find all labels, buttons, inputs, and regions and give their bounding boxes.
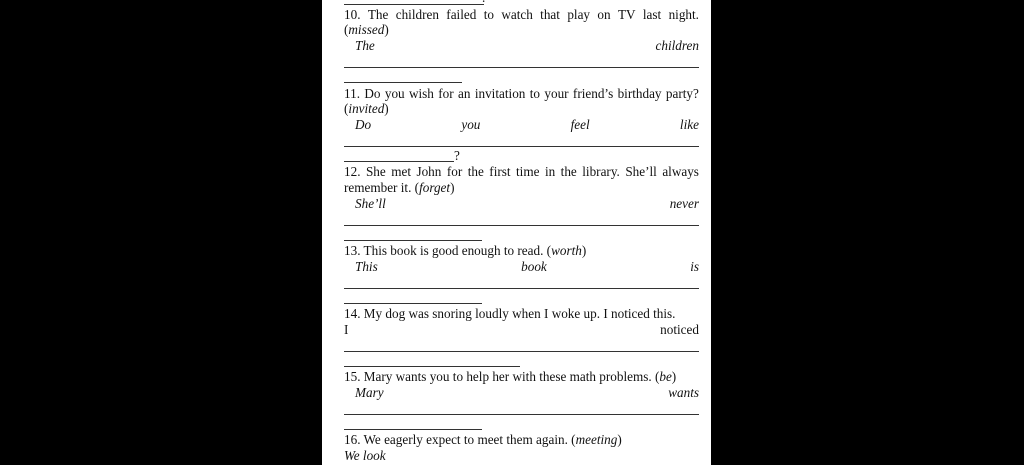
- word: to: [529, 86, 541, 101]
- sentence-text: remember it. (: [344, 180, 420, 195]
- paren-close: ): [450, 180, 455, 195]
- word: your: [544, 86, 569, 101]
- word: Do: [364, 86, 381, 101]
- answer-line: [344, 82, 462, 83]
- answer-line: [344, 161, 454, 162]
- answer-line: [344, 414, 699, 415]
- prompt-word: feel: [570, 117, 590, 132]
- question-14-text: 14. My dog was snoring loudly when I woke up. I noticed this.: [344, 306, 676, 321]
- prompt-word: never: [669, 196, 699, 211]
- question-mark: ?: [454, 148, 460, 163]
- word: friend’s: [572, 86, 614, 101]
- word: for: [438, 86, 454, 101]
- word: last: [642, 7, 662, 22]
- word: She: [365, 164, 386, 179]
- word: invitation: [474, 86, 526, 101]
- prompt-word: I: [344, 322, 349, 337]
- word: 10.: [344, 7, 361, 22]
- word: always: [662, 164, 699, 179]
- word: for: [446, 164, 463, 179]
- word: TV: [617, 7, 636, 22]
- paren-close: ): [617, 432, 622, 447]
- paren-close: ): [384, 22, 389, 37]
- question-13-text: [344, 243, 586, 258]
- answer-line: [344, 4, 484, 5]
- question-13-prompt: [355, 259, 699, 274]
- paren-open: (: [344, 101, 349, 116]
- prompt-word: Do: [355, 117, 372, 132]
- word: you: [384, 86, 405, 101]
- sentence-end-period: [482, 0, 485, 5]
- paren-open: (: [344, 22, 349, 37]
- word: in: [544, 164, 556, 179]
- prompt-word: book: [521, 259, 547, 274]
- word: time: [516, 164, 540, 179]
- keyword: forget: [419, 180, 451, 195]
- word: an: [458, 86, 471, 101]
- word: the: [560, 164, 577, 179]
- keyword: worth: [551, 243, 582, 258]
- word: failed: [446, 7, 477, 22]
- sentence-text: 13. This book is good enough to read. (: [344, 243, 552, 258]
- answer-line: [344, 67, 699, 68]
- answer-line: [344, 429, 482, 430]
- keyword: missed: [348, 22, 385, 37]
- prompt-word: Mary: [355, 385, 384, 400]
- prompt-word: She’ll: [355, 196, 386, 211]
- answer-line: [344, 351, 699, 352]
- word: to: [483, 7, 494, 22]
- question-11-prompt: [355, 117, 699, 132]
- question-15-text: [344, 369, 676, 384]
- answer-line: [344, 225, 699, 226]
- prompt-word: like: [679, 117, 699, 132]
- paren-close: ): [581, 243, 587, 258]
- question-10-line-1: [344, 7, 699, 22]
- keyword: be: [659, 369, 672, 384]
- sentence-text: 16. We eagerly expect to meet them again. (: [344, 432, 576, 447]
- question-11-line-1: [344, 86, 699, 101]
- prompt-word: is: [690, 259, 699, 274]
- word: party?: [665, 86, 699, 101]
- sentence-text: 15. Mary wants you to help her with these math problems. (: [344, 369, 660, 384]
- paren-close: ): [384, 101, 389, 116]
- answer-line: [344, 146, 699, 147]
- word: library.: [582, 164, 620, 179]
- word: the: [467, 164, 484, 179]
- question-12-line-2: [344, 180, 454, 195]
- prompt-word: you: [461, 117, 481, 132]
- paren-close: ): [671, 369, 677, 384]
- question-12-prompt: [355, 196, 699, 211]
- question-14-prompt: [344, 322, 699, 337]
- prompt-word: wants: [668, 385, 699, 400]
- question-15-prompt: [355, 385, 699, 400]
- answer-line: [344, 303, 482, 304]
- answer-line: [344, 288, 699, 289]
- prompt-word: This: [355, 259, 378, 274]
- word: night.: [668, 7, 699, 22]
- word: met: [391, 164, 411, 179]
- question-10-prompt: [355, 38, 699, 53]
- word: children: [395, 7, 439, 22]
- prompt-word: children: [655, 38, 699, 53]
- answer-line: [344, 366, 520, 367]
- prompt-word: The: [355, 38, 375, 53]
- word: wish: [408, 86, 434, 101]
- keyword: invited: [348, 101, 385, 116]
- word: 11.: [344, 86, 360, 101]
- word: watch: [501, 7, 533, 22]
- answer-line: [344, 240, 482, 241]
- keyword: meeting: [575, 432, 618, 447]
- question-10-keyword: [344, 22, 389, 37]
- question-11-keyword: [344, 101, 389, 116]
- worksheet-page: [322, 0, 711, 465]
- word: first: [489, 164, 511, 179]
- question-12-line-1: [344, 164, 699, 179]
- word: John: [416, 164, 442, 179]
- question-16-prompt: We look: [344, 448, 386, 463]
- word: The: [367, 7, 389, 22]
- prompt-word: noticed: [660, 322, 699, 337]
- word: 12.: [344, 164, 361, 179]
- word: play: [567, 7, 591, 22]
- word: on: [597, 7, 611, 22]
- word: birthday: [617, 86, 662, 101]
- word: She’ll: [625, 164, 657, 179]
- word: that: [540, 7, 560, 22]
- question-16-text: [344, 432, 622, 447]
